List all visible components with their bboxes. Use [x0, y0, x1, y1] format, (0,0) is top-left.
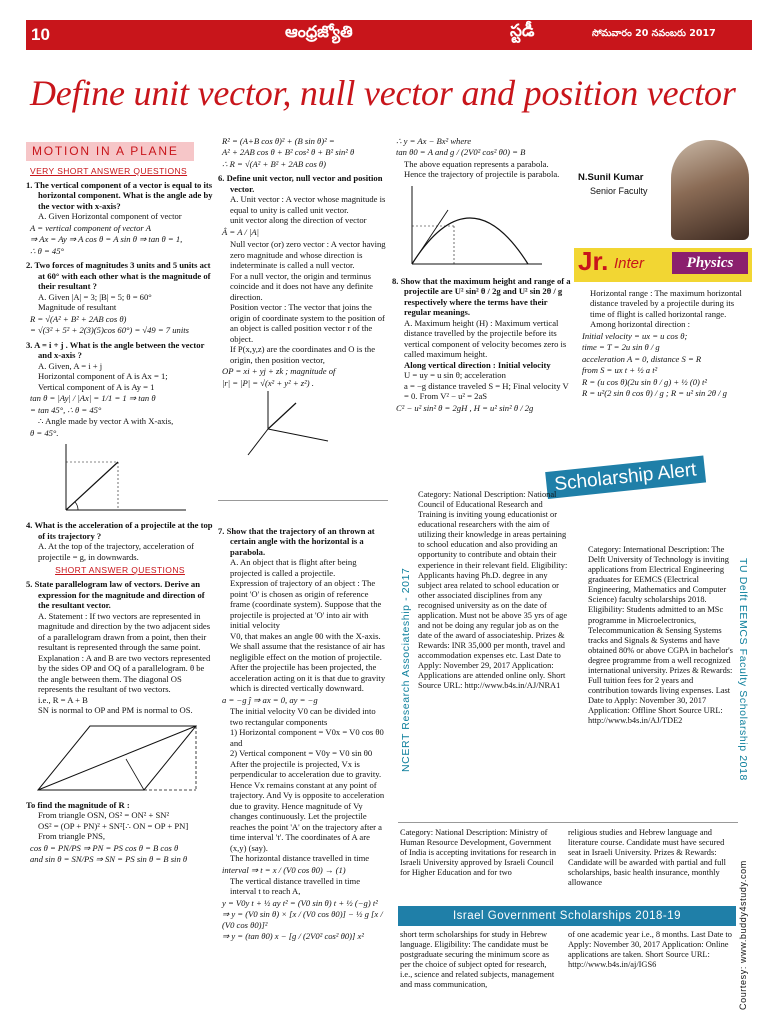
- answer-5-line: From triangle PNS,: [38, 831, 106, 842]
- answer-5-line: SN is normal to OP and PM is normal to OS.: [38, 705, 193, 716]
- answer-7-line: ⇒ y = (tan θ0) x − [g / (2V0² cos² θ0)] x²: [222, 931, 364, 942]
- answer-1-line: ∴ θ = 45°: [30, 245, 64, 256]
- column-1: [26, 142, 214, 1018]
- answer-7-line: After the projectile has been projected, the acceleration acting on it is that due to gravity which is directed vertically downward.: [230, 662, 386, 694]
- answer-1-line: ⇒ Ax = Ay ⇒ A cos θ = A sin θ ⇒ tan θ = 1,: [30, 234, 183, 245]
- answer-8-line: C² − u² sin² θ = 2gH , H = u² sin² θ / 2g: [396, 402, 534, 413]
- jr-text: Jr.: [578, 246, 609, 276]
- page-headline: Define unit vector, null vector and position vector: [30, 73, 736, 113]
- answer-5-magnitude-heading: To find the magnitude of R :: [26, 799, 130, 810]
- divider: [218, 500, 388, 501]
- col2-line: A² + 2AB cos θ + B² cos² θ + B² sin² θ: [222, 147, 355, 158]
- israel-scholarship-text-1: Category: National Description: Ministry of Human Resource Development, Government of India is accepting invitations for research in Israeli University approved by Israeli Council for Higher Education and for two: [400, 828, 557, 878]
- page-header: [0, 0, 770, 56]
- answer-8-line: U = uy = u sin θ; acceleration: [404, 370, 506, 381]
- answer-8-line: a = −g distance traveled S = H; Final velocity V = 0. From V² − u² = 2aS: [404, 380, 569, 402]
- israel-scholarship-banner: Israel Government Scholarships 2018-19: [398, 906, 736, 926]
- israel-scholarship-text-4: of one academic year i.e., 8 months. Last Date to Apply: November 30, 2017 Application: Online applications are taken. Short Source URL: http://www.b4s.in/aj/IGS6: [568, 930, 732, 970]
- ncert-vertical-label: NCERT Research Associateship - 2017: [400, 567, 412, 773]
- answer-7-line: 1) Horizontal component = V0x = V0 cos θ0 and: [230, 727, 384, 748]
- answer-2-line: A. Given |A| = 3; |B| = 5; θ = 60°: [38, 291, 152, 302]
- answer-3-line: A. Given, A = i + j: [38, 360, 103, 371]
- answer-2-line: Magnitude of resultant: [38, 302, 117, 313]
- jr-inter-banner: [574, 248, 752, 282]
- question-5: 5. State parallelogram law of vectors. Derive an expression for the magnitude and direction of the resultant vector.: [26, 579, 205, 611]
- answer-5-statement: A. Statement : If two vectors are represented in magnitude and direction by the two adjacent sides of a parallelogram drawn from a point, then their resultant is represented through the same point.: [38, 610, 211, 653]
- answer-6-line: OP = xi + yj + zk ; magnitude of: [222, 366, 336, 377]
- tu-vertical-label: TU Delft EEMCS Faculty Scholarship 2018: [737, 557, 749, 781]
- col4-line: Horizontal range : The maximum horizontal distance traveled by a projectile during its time of flight is called horizontal range.: [590, 288, 742, 319]
- answer-5-explanation: Explanation : A and B are two vectors represented by the sides OP and OQ of a parallelogram. θ be the angle between them. The diagonal OS represents the resultant of two vectors.: [38, 652, 211, 695]
- subject-label: Physics: [672, 252, 748, 274]
- answer-5-line: and sin θ = SN/PS ⇒ SN = PS sin θ = B sin θ: [30, 854, 188, 865]
- scholarship-title: Scholarship Alert: [545, 456, 706, 500]
- divider: [398, 822, 738, 823]
- answer-7-line: After the projectile is projected, Vx is perpendicular to acceleration due to gravity. Hence Vx remains constant at any point of trajectory. And Vy is opposite to acceleration due to gravity. Hence magnitude of Vy changes continuously. Let the projectile reaches the point 'A' on the trajectory after a time interval 't'. The coordinates of A are (x,y) (say).: [230, 758, 385, 853]
- answer-6-unit-vector: A. Unit vector : A vector whose magnitude is equal to unity is called unit vector.: [230, 194, 386, 215]
- courtesy-label: Courtesy: www.buddy4study.com: [738, 860, 748, 1010]
- question-7: 7. Show that the trajectory of an thrown at certain angle with the horizontal is a parabola.: [218, 526, 375, 557]
- answer-3-line: tan θ = |Ay| / |Ax| = 1/1 = 1 ⇒ tan θ: [30, 393, 156, 404]
- answer-4: A. At the top of the trajectory, acceleration of projectile = g, in downwards.: [38, 541, 194, 562]
- column-2-bottom: [218, 522, 386, 1018]
- answer-7-line: interval ⇒ t = x / (V0 cos θ0) → (1): [222, 864, 346, 875]
- tu-delft-scholarship-text: Category: International Description: The Delft University of Technology is inviting applications from Electrical Engineering graduates for EEMCS (Electrical Engineering, Mathematics and Computer Science) faculty scholarships 2018. Eligibility: Students admitted to an MSc programme in Microelectronics, Telecommunication & Sensing Systems tracks and Signals & Systems and have obtained 80% or above CGPA in bachelor's degree programme from a well recognized international university. Prizes & Rewards: Full tuition fees for 2 years and contribution towards living expenses. Last Date to Apply: November 30, 2017 Application: Offline Short Source URL: http://www.b4s.in/AJ/TDE2: [588, 545, 733, 726]
- question-3: 3. A = i + j . What is the angle between the vector and x-axis ?: [26, 339, 205, 361]
- saq-heading: SHORT ANSWER QUESTIONS: [55, 565, 185, 576]
- answer-7-line: The vertical distance travelled in time interval t to reach A,: [230, 875, 361, 897]
- column-3: [392, 135, 572, 490]
- answer-5-line: OS² = (OP + PN)² + SN²[∴ ON = OP + PN]: [38, 820, 189, 831]
- question-4: 4. What is the acceleration of a projectile at the top of its trajectory ?: [26, 520, 213, 541]
- topic-bar: MOTION IN A PLANE: [26, 142, 194, 161]
- col4-line: acceleration A = 0, distance S = R: [582, 353, 702, 364]
- col3-line: tan θ0 = A and g / (2V0² cos² θ0) = B: [396, 147, 526, 158]
- answer-3-line: = tan 45°, ∴ θ = 45°: [30, 404, 102, 415]
- dateline: సోమవారం 20 నవంబరు 2017: [592, 28, 716, 39]
- answer-6-position-vector: Position vector : The vector that joins the origin of coordinate system to the position of an object is called position vector r of the object.: [230, 302, 385, 344]
- answer-7-line: A. An object that is flight after being projected is called a projectile.: [230, 557, 357, 578]
- col3-line: ∴ y = Ax − Bx² where: [396, 136, 472, 146]
- answer-6-line: unit vector along the direction of vector: [230, 215, 367, 226]
- answer-6-null-vector: Null vector (or) zero vector : A vector having zero magnitude and whose direction is indeterminate is called a null vector.: [230, 239, 386, 271]
- answer-5-line: From triangle OSN, OS² = ON² + SN²: [38, 810, 170, 821]
- answer-6-line: Â = A / |A|: [222, 226, 259, 237]
- question-8: 8. Show that the maximum height and range of a projectile are U² sin² θ / 2g and U² sin 2θ / g respectively where the terms have their regular meanings.: [392, 275, 571, 318]
- question-1: 1. The vertical component of a vector is equal to its horizontal component. What is the angle ade by the vector with x-axis?: [26, 179, 213, 211]
- section-tag: స్టడీ: [510, 21, 535, 41]
- answer-6-line: |r| = |P| = √(x² + y² + z²) .: [222, 377, 314, 388]
- answer-3-line: ∴ Angle made by vector A with X-axis,: [38, 416, 174, 427]
- vsaq-heading: VERY SHORT ANSWER QUESTIONS: [30, 165, 188, 176]
- col4-line: time = T = 2u sin θ / g: [582, 342, 660, 353]
- israel-scholarship-text-2: religious studies and Hebrew language and literature course. Candidate must have secured seat in Israeli University. Prizes & Rewards: Candidate will be awarded with partial and full scholarships, basic health insurance, monthly allowance: [568, 828, 726, 888]
- answer-3-line: Horizontal component of A is Ax = 1;: [38, 371, 168, 382]
- ncert-scholarship-text: Category: National Description: National Council of Educational Research and Training is inviting young educationist or educational researchers with the aim of utilizing their knowledge in areas pertaining to school education and also providing an opportunity to contribute and obtain their experience in their relevant field. Eligibility: Applicants having Ph.D. degree in any subject area related to school education or other associated disciplines from any recognised university as on the date of application. Must not be above 35 yrs of age and not be doing any regular job as on the date of the award of associateship. Prizes & Rewards: INR 35,000 per month, travel and accommodation expenses etc. Last Date to Apply: November 29, 2017 Application: Applications are attended online only. Short Source URL: http://www.b4s.in/AJ/NRA1: [418, 490, 568, 691]
- question-2: 2. Two forces of magnitudes 3 units and 5 units act at 60° with each other what is the magnitude of their resultant ?: [26, 260, 211, 292]
- col2-line: R² = (A+B cos θ)² + (B sin θ)² =: [222, 136, 335, 146]
- answer-1-line: A. Given Horizontal component of vector: [38, 211, 182, 222]
- israel-scholarship-text-3: short term scholarships for study in Hebrew language. Eligibility: The candidate must be postgraduate securing the minimum score as per the choice of subject opted for research, i.e., science and related subjects, management and mass communication,: [400, 930, 555, 990]
- author-name: N.Sunil Kumar: [578, 172, 644, 183]
- col2-line: ∴ R = √(A² + B² + 2AB cos θ): [222, 158, 327, 169]
- answer-6-line: For a null vector, the origin and terminus coincide and it does not have any definite direction.: [230, 270, 373, 302]
- answer-7-line: The horizontal distance travelled in time: [230, 853, 370, 864]
- answer-5-line: cos θ = PN/PS ⇒ PN = PS cos θ = B cos θ: [30, 842, 179, 853]
- col3-line: The above equation represents a parabola. Hence the trajectory of projectile is parabola.: [404, 158, 560, 180]
- column-2-top: [218, 135, 386, 490]
- author-block: [576, 140, 752, 240]
- answer-2-line: R = √(A² + B² + 2AB cos θ): [30, 313, 127, 324]
- author-role: Senior Faculty: [590, 186, 648, 196]
- answer-7-line: a = −g ĵ ⇒ ax = 0, ay = −g: [222, 694, 318, 705]
- projectile-trajectory-diagram: [392, 182, 570, 272]
- answer-5-line: i.e., R = A + B: [38, 694, 88, 705]
- vector-angle-diagram: [26, 440, 206, 516]
- answer-7-line: 2) Vertical component = V0y = V0 sin θ0: [230, 748, 373, 759]
- column-4: [578, 288, 750, 478]
- col4-line: Among horizontal direction :: [590, 319, 690, 330]
- position-vector-diagram: [218, 389, 378, 459]
- masthead-logo: ఆంధ్రజ్యోతి: [285, 22, 353, 41]
- answer-8-line: A. Maximum height (H) : Maximum vertical distance travelled by the projectile before its vertical component of velocity becomes zero is called maximum height.: [404, 317, 567, 360]
- col4-line: R = u²(2 sin θ cos θ) / g ; R = u² sin 2θ / g: [582, 388, 727, 399]
- inter-text: Inter: [614, 255, 645, 272]
- answer-7-line: The initial velocity V0 can be divided into two rectangular components: [230, 706, 376, 727]
- answer-7-line: ⇒ y = (V0 sin θ) × [x / (V0 cos θ0)] − ½ g [x / (V0 cos θ0)]²: [222, 909, 383, 930]
- page-number: 10: [26, 20, 62, 50]
- answer-7-line: Expression of trajectory of an object : The point 'O' is chosen as origin of reference frame (coordinate system). Suppose that the projectile is projected at 'O' into air with initial velocity: [230, 578, 382, 631]
- parallelogram-diagram: [26, 718, 212, 798]
- answer-7-line: y = V0y t + ½ ay t² = (V0 sin θ) t + ½ (−g) t²: [222, 897, 378, 908]
- answer-1-line: A = vertical component of vector A: [30, 222, 151, 233]
- answer-8-line: Along vertical direction : Initial velocity: [404, 359, 551, 370]
- col4-line: R = (u cos θ)(2u sin θ / g) + ½ (0) t²: [582, 376, 708, 387]
- col4-line: from S = ux t + ½ a t²: [582, 365, 658, 376]
- col4-line: Initial velocity = ux = u cos θ;: [582, 330, 688, 341]
- answer-3-line: Vertical component of A is Ay = 1: [38, 381, 155, 392]
- answer-6-line: If P(x,y,z) are the coordinates and O is the origin, then position vector,: [230, 344, 376, 365]
- author-photo: [671, 140, 749, 240]
- question-6: 6. Define unit vector, null vector and position vector.: [218, 173, 383, 194]
- answer-7-line: V0, that makes an angle θ0 with the X-axis. We shall assume that the resistance of air has negligible effect on the motion of projectile.: [230, 630, 385, 662]
- answer-3-line: θ = 45°.: [30, 427, 59, 438]
- answer-2-line: = √(3² + 5² + 2(3)(5)cos 60°) = √49 = 7 units: [30, 325, 189, 336]
